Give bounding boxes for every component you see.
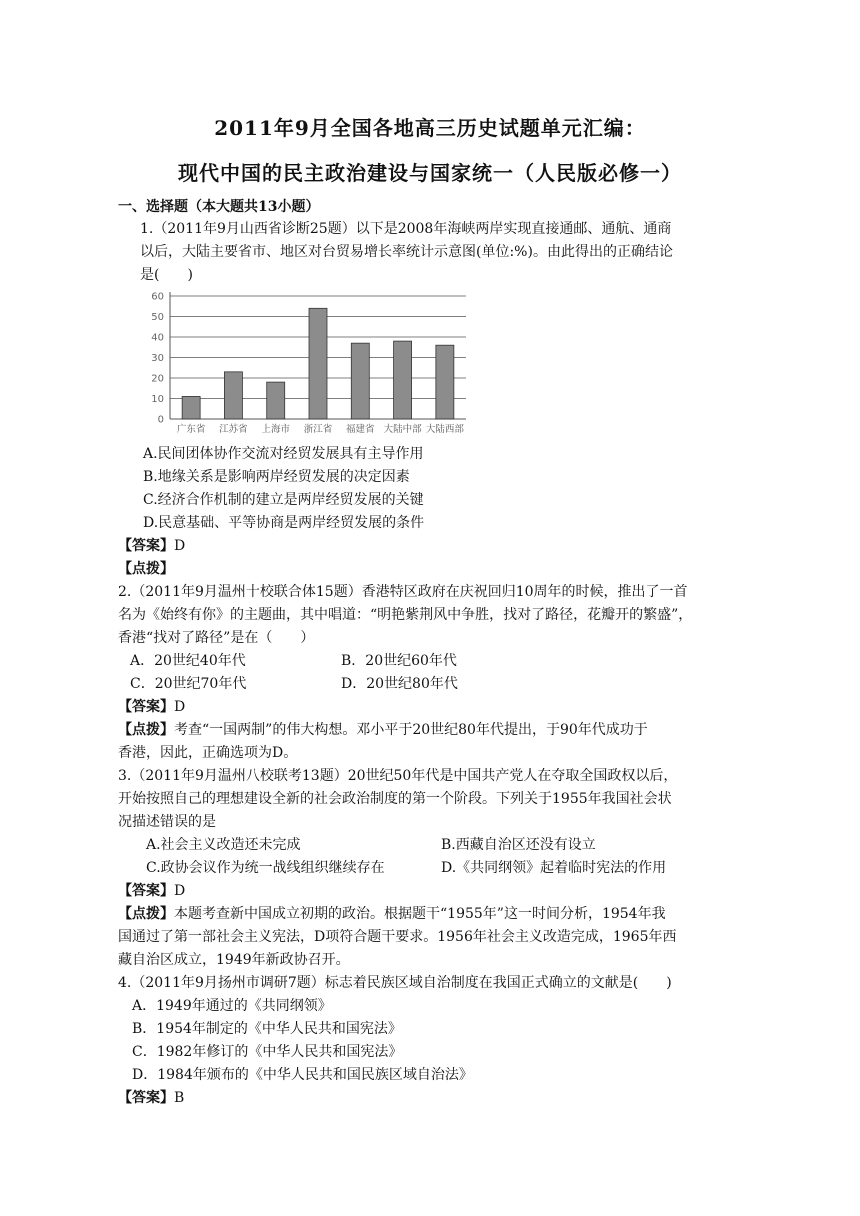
q2-answer-value: D: [174, 699, 186, 715]
q1-option-d: D.民意基础、平等协商是两岸经贸发展的条件: [143, 515, 425, 531]
q4-option-a: A．1949年通过的《共同纲领》: [132, 998, 332, 1014]
q2-stem-line1: 2.（2011年9月温州十校联合体15题）香港特区政府在庆祝回归10周年的时候，推出了一首: [118, 584, 688, 600]
q3-answer-value: D: [174, 883, 186, 899]
q1-option-c: C.经济合作机制的建立是两岸经贸发展的关键: [143, 492, 424, 508]
chart-y-tick-label: 10: [151, 394, 164, 405]
section-heading: 一、选择题（本大题共13小题）: [118, 199, 320, 215]
q3-answer-label: 【答案】: [118, 883, 174, 899]
q3-hint-label: 【点拨】: [118, 906, 174, 922]
q3-option-c: C.政协会议作为统一战线组织继续存在: [146, 860, 385, 876]
q3-answer: [118, 880, 185, 902]
doc-title-line2: 现代中国的民主政治建设与国家统一（人民版必修一）: [178, 161, 682, 185]
q2-option-d: D．20世纪80年代: [341, 676, 458, 692]
q2-option-c: C．20世纪70年代: [130, 676, 247, 692]
q4-option-d: D．1984年颁布的《中华人民共和国民族区域自治法》: [132, 1067, 473, 1083]
q2-option-a: A．20世纪40年代: [130, 653, 246, 669]
q4-answer: [118, 1087, 184, 1109]
q3-stem-line1: 3.（2011年9月温州八校联考13题）20世纪50年代是中国共产党人在夺取全国政权以后，: [118, 768, 678, 784]
doc-title-line1: 2011年9月全国各地高三历史试题单元汇编：: [214, 116, 646, 140]
q3-option-b: B.西藏自治区还没有设立: [441, 837, 596, 853]
q4-option-c: C．1982年修订的《中华人民共和国宪法》: [132, 1044, 403, 1060]
q3-stem-line3: 况描述错误的是: [118, 814, 216, 830]
chart-x-tick-label: 福建省: [346, 424, 375, 435]
q4-answer-value: B: [174, 1090, 185, 1106]
q1-stem-line1: 1.（2011年9月山西省诊断25题）以下是2008年海峡两岸实现直接通邮、通航、通商: [140, 221, 672, 237]
q2-stem-line3: 香港“找对了路径”是在（ ）: [118, 630, 315, 646]
chart-y-tick-label: 60: [151, 291, 164, 303]
q3-hint-line1: [118, 903, 666, 925]
q1-answer-label: 【答案】: [118, 538, 174, 554]
chart-x-tick-label: 广东省: [176, 424, 206, 435]
q2-answer: [118, 696, 185, 718]
chart-bar: [224, 372, 242, 419]
q2-hint-text1: 考查“一国两制”的伟大构想。邓小平于20世纪80年代提出，于90年代成功于: [174, 722, 648, 738]
chart-x-tick-label: 江苏省: [219, 424, 248, 435]
chart-y-tick-label: 40: [151, 332, 164, 344]
q1-answer: [118, 535, 185, 557]
chart-y-tick-label: 50: [151, 312, 164, 323]
q3-stem-line2: 开始按照自己的理想建设全新的社会政治制度的第一个阶段。下列关于1955年我国社会状: [118, 791, 672, 807]
chart-bar: [267, 382, 285, 419]
q2-answer-label: 【答案】: [118, 699, 174, 715]
chart-bar: [182, 396, 200, 419]
q1-stem-line3: 是( ): [140, 267, 193, 283]
trade-growth-bar-chart: [138, 288, 468, 440]
chart-x-tick-label: 大陆中部: [383, 424, 422, 435]
chart-bar: [351, 343, 369, 419]
q2-option-b: B．20世纪60年代: [341, 653, 457, 669]
q1-option-a: A.民间团体协作交流对经贸发展具有主导作用: [143, 446, 424, 462]
q2-hint-line1: [118, 719, 648, 741]
q4-answer-label: 【答案】: [118, 1090, 174, 1106]
chart-x-tick-label: 大陆西部: [425, 424, 464, 435]
q3-hint-line2: 国通过了第一部社会主义宪法，D项符合题干要求。1956年社会主义改造完成，1965年西: [118, 929, 677, 945]
q3-option-a: A.社会主义改造还未完成: [146, 837, 301, 853]
chart-x-tick-label: 上海市: [261, 424, 290, 435]
q1-answer-value: D: [174, 538, 186, 554]
q3-hint-line3: 藏自治区成立，1949年新政协召开。: [118, 952, 350, 968]
q3-option-d: D.《共同纲领》起着临时宪法的作用: [441, 860, 667, 876]
chart-bar: [436, 345, 454, 419]
q1-hint-label: 【点拨】: [118, 561, 174, 577]
q4-option-b: B．1954年制定的《中华人民共和国宪法》: [132, 1021, 402, 1037]
chart-y-tick-label: 30: [151, 353, 164, 364]
q2-stem-line2: 名为《始终有你》的主题曲，其中唱道：“明艳紫荆风中争胜，找对了路径，花瓣开的繁盛”，: [118, 607, 693, 623]
q1-stem-line2: 以后，大陆主要省市、地区对台贸易增长率统计示意图(单位:%)。由此得出的正确结论: [140, 244, 673, 260]
chart-bar: [394, 341, 412, 419]
q2-hint-label: 【点拨】: [118, 722, 174, 738]
chart-x-tick-label: 浙江省: [303, 424, 333, 435]
chart-y-tick-label: 20: [151, 373, 164, 385]
chart-bar: [309, 308, 327, 419]
q2-hint-line2: 香港，因此，正确选项为D。: [118, 745, 298, 761]
q3-hint-text1: 本题考查新中国成立初期的政治。根据题干“1955年”这一时间分析，1954年我: [174, 906, 666, 922]
q1-option-b: B.地缘关系是影响两岸经贸发展的决定因素: [143, 469, 410, 485]
chart-y-tick-label: 0: [157, 414, 164, 426]
q4-stem-line1: 4.（2011年9月扬州市调研7题）标志着民族区域自治制度在我国正式确立的文献是( ): [118, 975, 672, 991]
